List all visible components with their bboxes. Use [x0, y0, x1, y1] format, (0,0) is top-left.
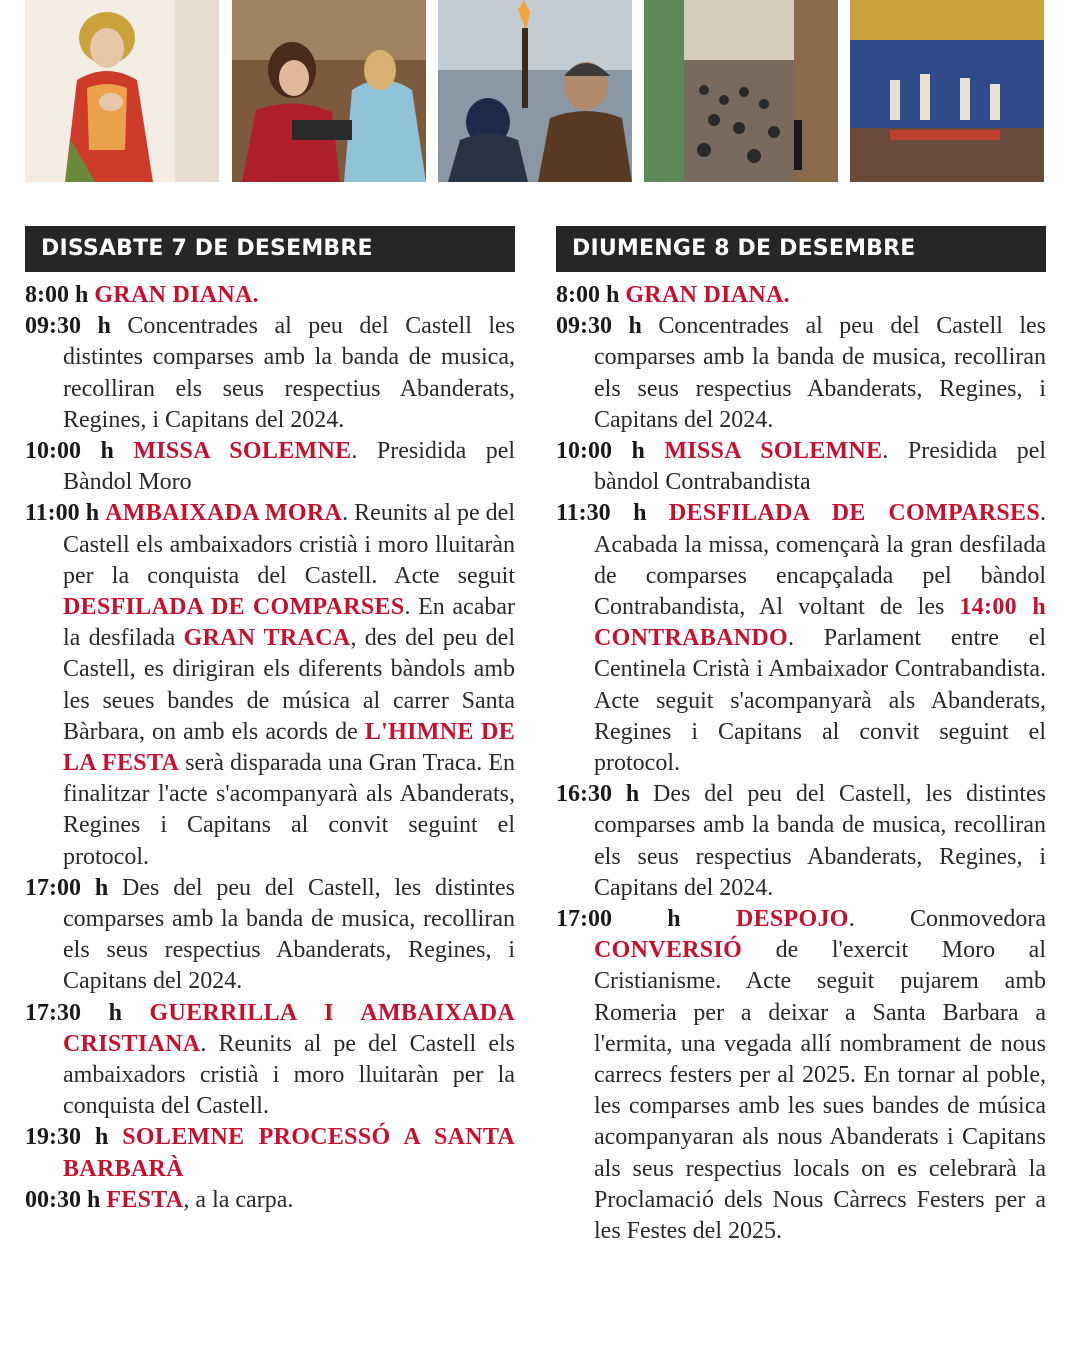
- schedule-event: [556, 779, 1046, 904]
- schedule-event: [556, 436, 1046, 498]
- sunday-column: [556, 226, 1046, 1247]
- event-description: . Presidida pel Bàndol Moro: [63, 438, 516, 496]
- saturday-header: DISSABTE 7 DE DESEMBRE: [25, 226, 515, 272]
- event-time: 17:30 h: [25, 999, 122, 1026]
- saturday-column: [25, 226, 515, 1216]
- event-time: 11:00 h: [25, 500, 100, 527]
- photo-strip: [25, 0, 1045, 182]
- event-highlight: GRAN DIANA.: [625, 282, 790, 308]
- event-description: . En acabar la desfilada: [63, 594, 515, 652]
- event-description: , a la carpa.: [183, 1186, 294, 1213]
- event-description: . Reunits al pe del Castell els ambaixadors cristià i moro lluitaràn per la conquista del Castell.: [63, 1030, 515, 1120]
- schedule-event: [556, 311, 1046, 436]
- event-highlight: FESTA: [106, 1186, 184, 1213]
- event-highlight: CONVERSIÓ: [594, 937, 743, 964]
- schedule-event: [25, 498, 515, 872]
- sunday-header: DIUMENGE 8 DE DESEMBRE: [556, 226, 1046, 272]
- event-description: . Acabada la missa, començarà la gran desfilada de comparses encapçalada pel bàndol Contrabandista, Al voltant de les: [594, 500, 1047, 621]
- sunday-events: [556, 280, 1046, 1247]
- event-time: 09:30 h: [556, 313, 642, 340]
- event-description: . Reunits al pe del Castell els ambaixadors cristià i moro lluitaràn per la conquista del Castell. Acte seguit: [63, 500, 515, 589]
- event-highlight: MISSA SOLEMNE: [133, 438, 352, 465]
- torch-warriors-photo: [438, 0, 632, 182]
- event-highlight: AMBAIXADA MORA: [105, 500, 343, 527]
- stage-ceremony-photo: [850, 0, 1044, 182]
- event-highlight: GUERRILLA I AMBAIXADA CRISTIANA: [63, 999, 515, 1057]
- schedule-event: [25, 280, 515, 311]
- event-description: Des del peu del Castell, les distintes comparses amb la banda de musica, recolliran els seus respectius Abanderats, Regines, i Capitans del 2024.: [63, 874, 516, 995]
- saint-statue-photo: [25, 0, 219, 182]
- event-highlight: DESFILADA DE COMPARSES: [63, 594, 405, 621]
- event-time: 10:00 h: [556, 438, 645, 465]
- event-description: Concentrades al peu del Castell les comparses amb la banda de musica, recolliran els seus respectius Abanderats, Regines, i Capitans del 2024.: [594, 313, 1047, 433]
- event-time: 16:30 h: [556, 781, 640, 808]
- schedule-event: [25, 311, 515, 436]
- event-description: serà disparada una Gran Traca. En finalitzar l'acte s'acompanyarà als Abanderats, Regines i Capitans al convit seguint el protocol.: [63, 750, 515, 870]
- schedule-event: [25, 436, 515, 498]
- event-description: . Conmovedora: [848, 906, 1046, 933]
- event-time: 17:00 h: [25, 874, 109, 901]
- event-description: Concentrades al peu del Castell les distintes comparses amb la banda de musica, recolliran els seus respectius Abanderats, Regines, i Capitans del 2024.: [63, 313, 516, 433]
- event-description: . Parlament entre el Centinela Cristà i Ambaixador Contrabandista. Acte seguit s'acompanyarà als Abanderats, Regines i Capitans al convit seguint el protocol.: [594, 625, 1046, 777]
- event-highlight: DESFILADA DE COMPARSES: [668, 500, 1041, 527]
- event-time: 8:00 h: [556, 282, 620, 308]
- schedule-event: [25, 1122, 515, 1184]
- event-highlight: GRAN DIANA.: [94, 282, 259, 308]
- saturday-events: [25, 280, 515, 1216]
- queens-crowning-photo: [232, 0, 426, 182]
- event-highlight: SOLEMNE PROCESSÓ A SANTA BARBARÀ: [63, 1124, 516, 1182]
- event-description: Des del peu del Castell, les distintes comparses amb la banda de musica, recolliran els seus respectius Abanderats, Regines, i Capitans del 2024.: [594, 781, 1047, 901]
- event-description: , des del peu del Castell, es dirigiran els diferents bàndols amb les seues bandes de música al carrer Santa Bàrbara, on amb els acords de: [63, 625, 515, 745]
- event-time: 8:00 h: [25, 282, 89, 308]
- schedule-event: [556, 904, 1046, 1247]
- event-time: 10:00 h: [25, 438, 114, 465]
- parade-street-photo: [644, 0, 838, 182]
- event-highlight: GRAN TRACA: [183, 625, 351, 652]
- event-description: de l'exercit Moro al Cristianisme. Acte seguit pujarem amb Romeria per a deixar a Santa Barbara a l'ermita, una vegada allí nombrament de nous carrecs festers per al 2025. En tornar al poble, les comparses amb les sues bandes de música acompanyaran als nous Abanderats i Capitans als seus respectius locals on es celebrarà la Proclamació dels Nous Càrrecs Festers per a les Festes del 2025.: [594, 937, 1046, 1245]
- schedule-event: [556, 280, 1046, 311]
- schedule-event: [25, 1185, 515, 1216]
- event-time: 09:30 h: [25, 313, 111, 340]
- event-highlight: L'HIMNE DE LA FESTA: [63, 718, 515, 777]
- event-time: 00:30 h: [25, 1186, 101, 1213]
- schedule-event: [25, 998, 515, 1123]
- schedule-event: [25, 873, 515, 998]
- event-highlight: MISSA SOLEMNE: [664, 438, 883, 465]
- event-highlight: 14:00 h CONTRABANDO: [594, 594, 1046, 652]
- event-time: 19:30 h: [25, 1124, 109, 1151]
- event-description: . Presidida pel bàndol Contrabandista: [594, 438, 1047, 496]
- event-time: 11:30 h: [556, 500, 647, 527]
- schedule-event: [556, 498, 1046, 779]
- event-time: 17:00 h: [556, 906, 681, 933]
- event-highlight: DESPOJO: [735, 906, 849, 933]
